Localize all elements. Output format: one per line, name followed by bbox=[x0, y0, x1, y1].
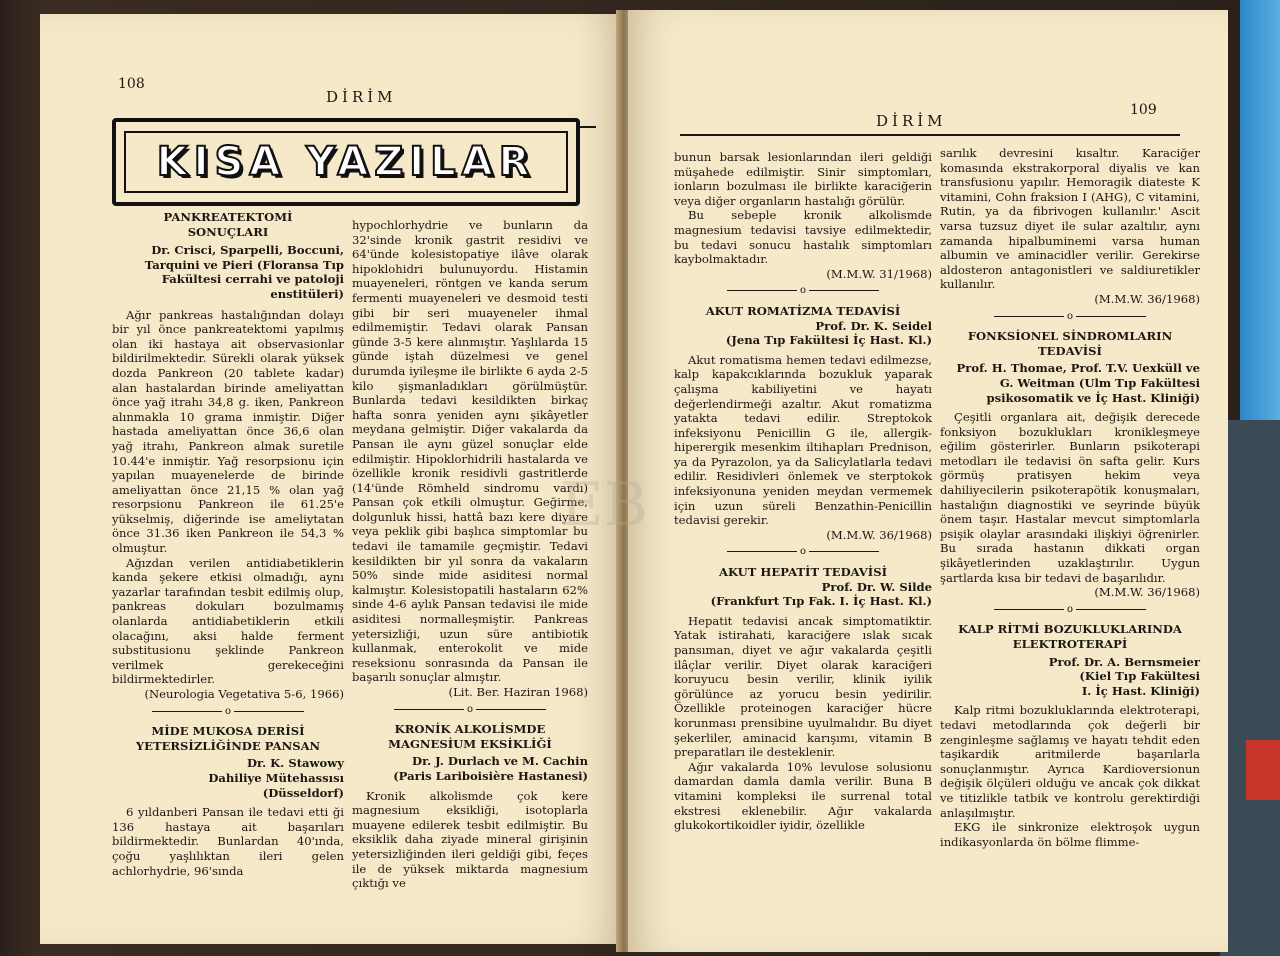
article-author: Prof. Dr. K. Seidel bbox=[815, 318, 932, 333]
article-title: YETERSİZLİĞİNDE PANSAN bbox=[135, 738, 321, 753]
article-title: KRONİK ALKOLİSMDE bbox=[394, 722, 546, 737]
paragraph: Kronik alkolismde çok kere magnesium eksikliği, isotoplarla muayene edilerek tesbit edilmiştir. Bu eksiklik daha ziyade mineral girişinin yetersizliğinden ileri geldiği gibi, feçes ile de yüksek miktarda magnesium çıktığı ve bbox=[352, 788, 588, 891]
article-author: (Jena Tıp Fakültesi İç Hast. Kl.) bbox=[725, 333, 932, 348]
paragraph: Kalp ritmi bozukluklarında elektroterapi, tedavi metodlarında çok değerli bir zenginleşme sağlamış ve hayatı tehdit eden taşikardik aritmilerde başarılarla sonuçlanmıştır. Ayrıca Kardioversionun değişik ölçüleri olduğu ve ancak çok dikkat ve titizlikle tatbik ve kontrolu gerektirdiği anlaşılmıştır. bbox=[940, 703, 1200, 820]
header-rule bbox=[680, 134, 1180, 136]
article-title: KALP RİTMİ BOZUKLUKLARINDA bbox=[958, 622, 1182, 637]
separator: o bbox=[352, 703, 588, 718]
article-title: SONUÇLARI bbox=[187, 224, 269, 239]
citation: (Lit. Ber. Haziran 1968) bbox=[448, 685, 588, 699]
left-column-2 bbox=[352, 218, 588, 891]
paragraph: EKG ile sinkronize elektroşok uygun indikasyonlarda ön bölme flimme- bbox=[940, 820, 1200, 849]
article-author: Prof. Dr. A. Bernsmeier bbox=[1048, 654, 1200, 669]
article-author: Dr. K. Stawowy bbox=[247, 756, 344, 771]
article-title: TEDAVİSİ bbox=[1038, 343, 1102, 358]
citation: (Neurologia Vegetativa 5-6, 1966) bbox=[144, 687, 344, 701]
right-column-1 bbox=[674, 150, 932, 833]
article-authors: Dr. Crisci, Sparpelli, Boccuni, Tarquini ve Pieri (Floransa Tıp Fakültesi cerrahi ve patoloji enstitüleri) bbox=[144, 243, 344, 301]
article-author: (Paris Lariboisière Hastanesi) bbox=[393, 768, 588, 783]
left-page bbox=[40, 14, 620, 944]
page-number: 108 bbox=[118, 76, 145, 92]
banner-title: KISA YAZILAR bbox=[156, 139, 536, 185]
right-column-2 bbox=[940, 146, 1200, 849]
paragraph: bunun barsak lesionlarından ileri geldiği müşahede edilmiştir. Sinir simptomları, ionların bozulması ile birlikte karaciğerin veya diğer organların hastalığı görülür. bbox=[674, 150, 932, 208]
article-author: Dr. J. Durlach ve M. Cachin bbox=[412, 754, 588, 769]
right-page bbox=[628, 10, 1228, 952]
article-title: AKUT ROMATİZMA TEDAVİSİ bbox=[705, 303, 901, 318]
cover-edge-dark bbox=[1220, 420, 1280, 956]
article-author: Prof. H. Thomae, Prof. T.V. Uexküll ve G. Weitman (Ulm Tıp Fakültesi psikosomatik ve İç Hast. Kliniği) bbox=[956, 361, 1200, 405]
paragraph: 6 yıldanberi Pansan ile tedavi etti ği 136 hastaya ait başarıları bildirmektedir. Bunlardan 40'ında, çoğu yaşlılıktan ileri gelen achlorhydrie, 96'sında bbox=[112, 805, 344, 878]
separator: o bbox=[112, 705, 344, 720]
paragraph: sarılık devresini kısaltır. Karaciğer komasında ekstrakorporal diyalis ve kan transfusionu yapılır. Hemoragik diateste K vitamini, Cohn fraksion I (AHG), C vitamini, Rutin, ya da fibrivogen kullanılır.' Ascit varsa tuzsuz diyet ile sular azaltılır, aynı zamanda hipalbuminemi varsa human albumin ve aminacidler verilir. Gerekirse aldosteron antagonistleri ve saldiuretikler kullanılır. bbox=[940, 146, 1200, 292]
citation: (M.M.W. 36/1968) bbox=[826, 527, 932, 542]
article-title: AKUT HEPATİT TEDAVİSİ bbox=[718, 565, 888, 580]
citation: (M.M.W. 36/1968) bbox=[1094, 585, 1200, 600]
cover-edge-red bbox=[1246, 740, 1280, 800]
article-title: MAGNESİUM EKSİKLİĞİ bbox=[388, 736, 552, 751]
paragraph: Ağızdan verilen antidiabetiklerin kanda şekere etkisi olmadığı, aynı yazarlar tarafından tesbit edilmiş olup, pankreas dokuları bozulmamış olanlarda antidiabetiklerin etkili olacağını, aksi halde ferment substitusionu şeklinde Pankreon verilmek gerekeceğini bildirmektedirler. bbox=[112, 555, 344, 687]
article-author: (Kiel Tıp Fakültesi bbox=[1079, 669, 1200, 684]
article-title: ELEKTROTERAPİ bbox=[1012, 637, 1128, 651]
article-title: MİDE MUKOSA DERİSİ bbox=[151, 724, 305, 739]
article-author: I. İç Hast. Kliniği) bbox=[1081, 683, 1200, 698]
article-title: FONKSİONEL SİNDROMLARIN bbox=[967, 329, 1173, 344]
article-author: Prof. Dr. W. Silde bbox=[821, 579, 932, 594]
paragraph: Ağır pankreas hastalığından dolayı bir yıl önce pankreatektomi yapılmış olan iki hastaya ait observasionlar bildirilmektedir. Sürekli olarak yüksek dozda Pankreon (20 tablete kadar) alan hastalardan birinde ameliyattan önce yağ itrahı 34,8 g. iken, Pankreon alınmakla 10 grama inmiştir. Diğer hastada ameliyattan önce 36,6 olan yağ itrahı, Pankreon almak suretile 10.44'e inmiştir. Yağ resorpsionu için yapılan muayenelerde de birinde ameliyattan önce 21,15 % olan yağ resorpsionu Pankreon ile 61.25'e yükselmiş, diğerinde ise ameliytatan önce 31.36 iken Pankreon ile 54,3 % olmuştur. bbox=[112, 307, 344, 556]
separator: o bbox=[940, 310, 1200, 325]
paragraph: Hepatit tedavisi ancak simptomatiktir. Yatak istirahati, karaciğere ıslak sıcak pansıman, diyet ve ağır vakalarda çeşitli ilâçlar verilir. Diyet olarak karaciğeri koruyucu besin verilir, klinik iyilik görülünce az yorucu besin yedirilir. Özellikle proteinogen karaciğer hücre korunması prensibine uyulmalıdır. Bu diyet şekerliler, aminacid karışımı, vitamin B preparatları ile desteklenir. bbox=[674, 613, 932, 760]
article-author: (Düsseldorf) bbox=[262, 785, 344, 800]
paragraph: Akut romatisma hemen tedavi edilmezse, kalp kapakcıklarında bozukluk yaparak çalışma kabiliyetini ve hayatı değerlendirmeği azaltır. Akut romatizma yatakta tedavi edilir. Streptokok infeksiyonu Penicillin G ile, allergik-hiperergik mesenkim iltihapları Prednison, ya da Pyrazolon, ya da Salicylatlarla tedavi edilir. Residivleri önlemek ve sterptokok infeksiyonuna yeniden meydan vermemek için uzun süreli Benzathin-Penicillin tedavisi gerekir. bbox=[674, 352, 932, 528]
watermark: EB bbox=[560, 470, 648, 540]
paragraph: Ağır vakalarda 10% levulose solusionu damardan damla damla verilir. Buna B vitamini kompleksi ile surrenal total ekstresi eklenebilir. Ağır vakalarda glukokortikoidler iyidir, özellikle bbox=[674, 759, 932, 833]
paragraph: hypochlorhydrie ve bunların da 32'sinde kronik gastrit residivi ve 64'ünde kolesistopatiye ilâve olarak hipoklohidri bulunuyordu. Histamin muayeneleri, röntgen ve kanda serum fermenti muayeneleri ve desmoid testi gibi bir seri muayeneler ihmal edilmemiştir. Tedavi olarak Pansan günde 3-5 kere alınmıştır. Yaşlılarda 15 günde iştah düzelmesi ve genel durumda iyileşme ile birlikte 6 ayda 2-5 kilo şişmanladıkları görülmüştür. Bunlarda tedavi kesildikten birkaç hafta sonra yeniden aynı şikâyetler meydana gelmiştir. Diğer vakalarda da Pansan ile aynı güzel sonuçlar elde edilmiştir. Hipoklorhidrili hastalarda ve özellikle kronik residivli gastritlerde (14'ünde Römheld sindromu vardı) Pansan çok etkili olmuştur. Geğirme, dolgunluk hissi, hattâ bazı kere diyare veya peklik gibi başlıca simptomlar bu tedavi ile tamamile geçmiştir. Tedavi kesildikten bir yıl sonra da vakaların 50% sinde mide asiditesi normal kalmıştır. Kolesistopatili hastaların 62% sinde 4-6 aylık Pansan tedavisi ile mide asiditesi normalleşmiştir. Pankreas yetersizliği, uzun süre antibiotik kullanmak, enterokolit ve mide reseksionu sonrasında da Pansan ile başarılı sonuçlar almıştır. bbox=[352, 218, 588, 685]
article-author: (Frankfurt Tıp Fak. I. İç Hast. Kl.) bbox=[710, 594, 932, 609]
running-head: DİRİM bbox=[326, 88, 397, 106]
separator: o bbox=[940, 603, 1200, 618]
article-title: PANKREATEKTOMİ bbox=[163, 210, 293, 224]
separator: o bbox=[674, 545, 932, 560]
paragraph: Bu sebeple kronik alkolismde magnesium tedavisi tavsiye edilmektedir, bu tedavi sonucu hastalık simptomları kaybolmaktadır. bbox=[674, 208, 932, 267]
running-head: DİRİM bbox=[876, 112, 947, 130]
paragraph: Çeşitli organlara ait, değişik derecede fonksiyon bozuklukları kronikleşmeye eğilim gösterirler. Bunların psikoterapi metodları ile tedavisi ön safta gelir. Kurs görmüş pratisyen hekim veya dahiliyecilerin psikoterapötik konuşmaları, hastalığın diagnostiki ve seyrinde büyük önem taşır. Hastalar mevcut simptomlarla psişik olaylar arasındaki ilişkiyi öğrenirler. Bu sırada hastanın dikkati organ şikâyetlerinden uzaklaştırılır. Uygun şartlarda kısa bir tedavi de başarılıdır. bbox=[940, 410, 1200, 585]
left-column-1 bbox=[112, 210, 344, 878]
section-banner bbox=[112, 118, 580, 206]
page-number: 109 bbox=[1130, 102, 1157, 118]
article-author: Dahiliye Mütehassısı bbox=[208, 770, 344, 785]
separator: o bbox=[674, 284, 932, 299]
citation: (M.M.W. 31/1968) bbox=[826, 266, 932, 281]
citation: (M.M.W. 36/1968) bbox=[1094, 291, 1200, 306]
